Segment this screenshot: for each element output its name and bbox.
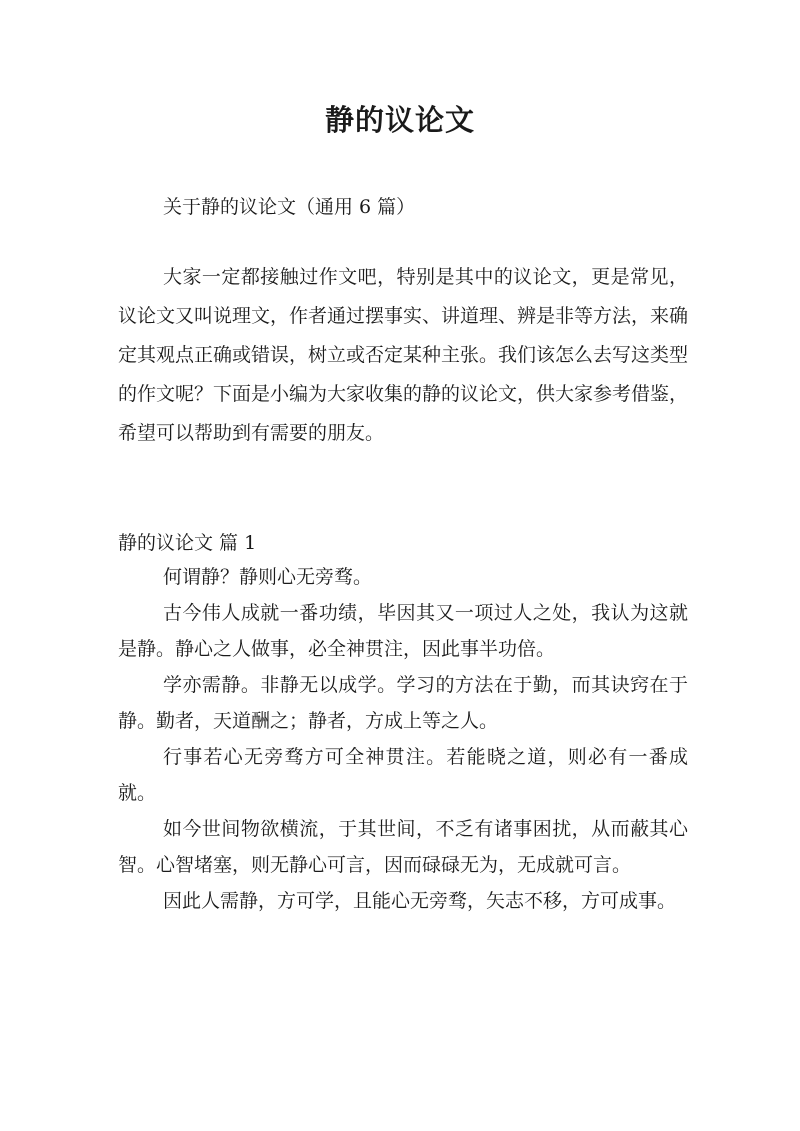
- paragraph-3: 学亦需静。非静无以成学。学习的方法在于勤，而其诀窍在于静。勤者，天道酬之；静者，方成上等之人。: [118, 674, 688, 732]
- document-title: 静的议论文: [324, 103, 475, 137]
- paragraph-1: 何谓静？静则心无旁骛。: [163, 566, 373, 588]
- section-heading: 静的议论文 篇 1: [118, 532, 257, 554]
- document-subtitle: 关于静的议论文（通用 6 篇）: [163, 196, 416, 218]
- intro-paragraph: 大家一定都接触过作文吧，特别是其中的议论文，更是常见，议论文又叫说理文，作者通过摆事实、讲道理、辨是非等方法，来确定其观点正确或错误，树立或否定某种主张。我们该怎么去写这类型的作文呢？下面是小编为大家收集的静的议论文，供大家参考借鉴，希望可以帮助到有需要的朋友。: [118, 266, 689, 444]
- paragraph-4: 行事若心无旁骛方可全神贯注。若能晓之道，则必有一番成就。: [118, 746, 688, 804]
- paragraph-5: 如今世间物欲横流，于其世间，不乏有诸事困扰，从而蔽其心智。心智堵塞，则无静心可言，因而碌碌无为，无成就可言。: [118, 818, 688, 876]
- paragraph-6: 因此人需静，方可学，且能心无旁骛，矢志不移，方可成事。: [163, 890, 677, 912]
- essay-section-1: [118, 527, 688, 919]
- paragraph-2: 古今伟人成就一番功绩，毕因其又一项过人之处，我认为这就是静。静心之人做事，必全神贯注，因此事半功倍。: [118, 602, 688, 660]
